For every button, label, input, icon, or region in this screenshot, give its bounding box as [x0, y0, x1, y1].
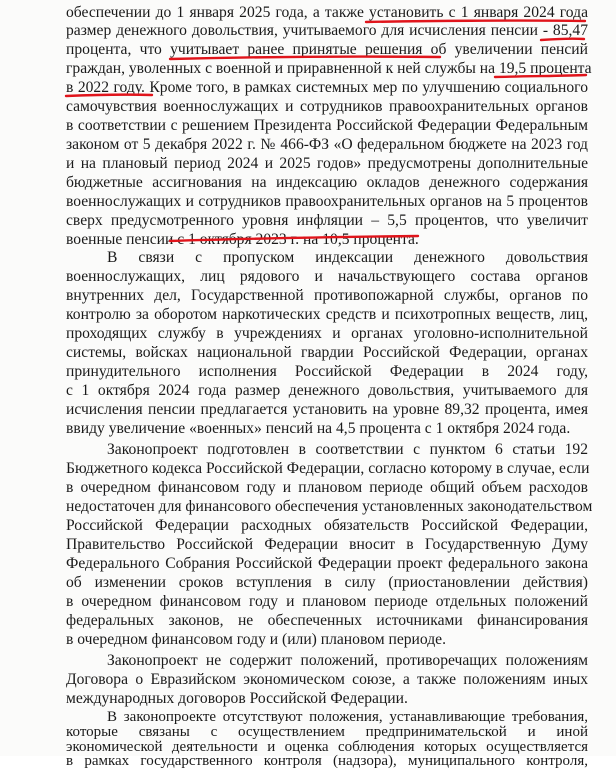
text-line: с 1 октября 2024 года размер денежного довольствия, учитываемого для [66, 382, 588, 399]
text-line: внутренних дел, Государственной противопожарной службы, органов по [66, 287, 588, 304]
text-line: военнослужащих и сотрудников правоохранительных органов на 5 процентов [66, 193, 588, 210]
text-line: в соответствии с решением Президента Российской Федерации Федеральным [66, 117, 588, 134]
text-line: проходящих службу в учреждениях и органах уголовно-исполнительной [66, 325, 588, 342]
text-line: процента, что учитывает ранее принятые решения об увеличении пенсий [66, 41, 588, 58]
text-line: в 2022 году. Кроме того, в рамках системных мер по улучшению социального [66, 79, 588, 96]
text-line: граждан, уволенных с военной и приравненной к ней службы на 19,5 процента [66, 60, 592, 77]
text-line: экономической деятельности и оценка соблюдения которых осуществляется [66, 739, 588, 755]
text-line: обеспечении до 1 января 2025 года, а также установить с 1 января 2024 года [66, 4, 588, 21]
text-line: федеральных законов, не обеспеченных источниками финансирования [66, 612, 588, 629]
text-line: Российской Федерации расходных обязательств Российской Федерации, [66, 517, 588, 534]
text-line: бюджетные ассигнования на индексацию окладов денежного содержания [66, 174, 588, 191]
text-line: недостаточен для финансового обеспечения установленных законодательством [66, 498, 593, 515]
text-line: международных договоров Российской Федерации. [66, 690, 408, 707]
text-line: об изменении сроков вступления в силу (приостановлении действия) [66, 574, 588, 591]
text-line: в рамках государственного контроля (надзора), муниципального контроля, [66, 753, 588, 769]
text-line: Договора о Евразийском экономическом союзе, а также положениям иных [66, 671, 588, 688]
text-line: В законопроекте отсутствуют положения, устанавливающие требования, [107, 709, 588, 725]
text-line: которые связаны с осуществлением предпринимательской и иной [66, 724, 588, 740]
text-line: военные пенсии с 1 октября 2023 г. на 10,5 процента. [66, 231, 419, 248]
text-line: контролю за оборотом наркотических средств и психотропных веществ, лиц, [66, 306, 588, 323]
text-line: Бюджетного кодекса Российской Федерации, согласно которому в случае, если [66, 460, 590, 477]
text-line: в очередном финансовом году и (или) плановом периоде. [66, 631, 446, 648]
text-line: Законопроект не содержит положений, противоречащих положениям [107, 652, 588, 669]
text-line: военнослужащих, лиц рядового и начальствующего состава органов [66, 268, 588, 285]
text-line: и на плановый период 2024 и 2025 годов» предусмотрены дополнительные [66, 155, 588, 172]
text-line: исчисления пенсии предлагается установить на уровне 89,32 процента, имея [66, 401, 588, 418]
text-line: законом от 5 декабря 2022 г. № 466-ФЗ «О федеральном бюджете на 2023 год [66, 136, 588, 153]
text-line: в очередном финансовом году и плановом периоде общий объем расходов [66, 479, 588, 496]
text-line: Федерального Собрания Российской Федерации проект федерального закона [66, 555, 588, 572]
text-line: системы, войсках национальной гвардии Российской Федерации, органах [66, 344, 588, 361]
text-line: самочувствия военнослужащих и сотрудников правоохранительных органов [66, 98, 588, 115]
text-line: размер денежного довольствия, учитываемого для исчисления пенсии - 85,47 [66, 22, 588, 39]
text-line: Законопроект подготовлен в соответствии с пунктом 6 статьи 192 [107, 441, 588, 458]
text-line: Правительство Российской Федерации вносит в Государственную Думу [66, 536, 588, 553]
text-line: ввиду увеличение «военных» пенсий на 4,5 процента с 1 октября 2024 года. [66, 420, 571, 437]
text-line: принудительного исполнения Российской Федерации в 2024 году, [66, 363, 588, 380]
text-line: в очередном финансовом году и плановом периоде отдельных положений [66, 593, 588, 610]
text-line: В связи с пропуском индексации денежного довольствия [107, 249, 588, 266]
text-line: сверх предусмотренного уровня инфляции – 5,5 процентов, что увеличит [66, 212, 588, 229]
